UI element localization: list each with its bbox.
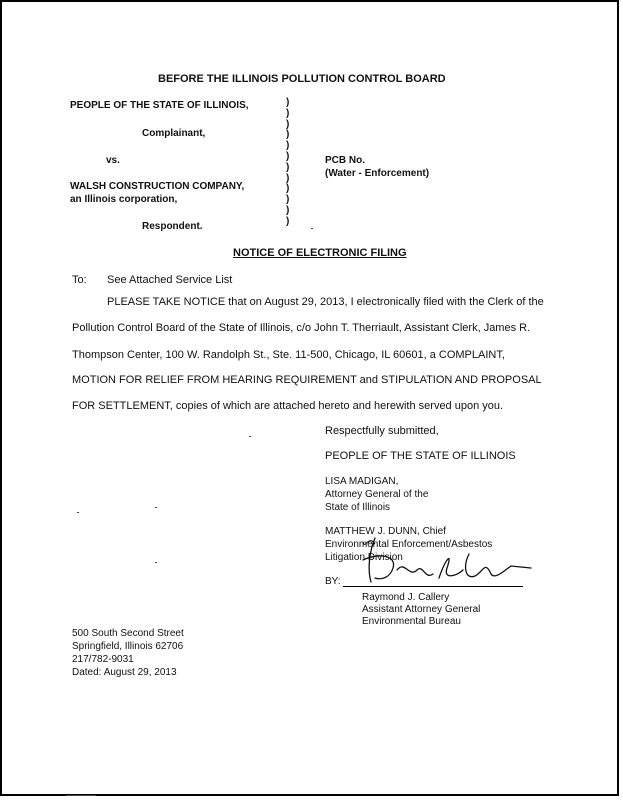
handwritten-signature [335, 530, 535, 590]
notice-body-line: FOR SETTLEMENT, copies of which are attached hereto and herewith served upon you. [72, 400, 504, 412]
caption-plaintiff: PEOPLE OF THE STATE OF ILLINOIS, [70, 100, 249, 111]
scan-speck [311, 228, 313, 229]
signatory-party: PEOPLE OF THE STATE OF ILLINOIS [325, 450, 516, 462]
notice-body-line: PLEASE TAKE NOTICE that on August 29, 2013, I electronically filed with the Clerk of the [107, 296, 544, 308]
board-heading: BEFORE THE ILLINOIS POLLUTION CONTROL BOARD [158, 73, 446, 85]
division-name: Environmental Enforcement/Asbestos [325, 539, 493, 550]
scan-speck [77, 512, 79, 513]
caption-defendant-description: an Illinois corporation, [70, 194, 178, 205]
caption-versus: vs. [106, 155, 120, 166]
signer-title: Assistant Attorney General [362, 604, 481, 615]
notice-title: NOTICE OF ELECTRONIC FILING [233, 247, 407, 259]
scan-speck [66, 795, 96, 796]
division-name-cont: Litigation Division [325, 552, 403, 563]
caption-defendant-role: Respondent. [142, 221, 203, 232]
to-label: To: [72, 274, 87, 286]
attorney-general-state: State of Illinois [325, 502, 391, 513]
notice-body-line: Pollution Control Board of the State of Illinois, c/o John T. Therriault, Assistant Clerk, James R. [72, 322, 531, 334]
division-chief: MATTHEW J. DUNN, Chief [325, 526, 446, 537]
address-phone: 217/782-9031 [72, 654, 134, 665]
filing-date: Dated: August 29, 2013 [72, 667, 177, 678]
caption-brackets: ) ) ) ) ) ) ) ) ) ) ) ) [286, 97, 290, 227]
notice-body-line: MOTION FOR RELIEF FROM HEARING REQUIREMENT and STIPULATION AND PROPOSAL [72, 374, 542, 386]
scan-speck [155, 507, 157, 508]
closing: Respectfully submitted, [325, 425, 439, 437]
notice-body-line: Thompson Center, 100 W. Randolph St., Ste. 11-500, Chicago, IL 60601, a COMPLAINT, [72, 349, 505, 361]
caption-plaintiff-role: Complainant, [142, 128, 206, 139]
case-number: PCB No. [325, 155, 365, 166]
scan-speck [249, 436, 251, 437]
address-city: Springfield, Illinois 62706 [72, 641, 184, 652]
by-label: BY: [325, 576, 341, 587]
address-street: 500 South Second Street [72, 628, 184, 639]
caption-defendant: WALSH CONSTRUCTION COMPANY, [70, 181, 245, 192]
signer-bureau: Environmental Bureau [362, 616, 461, 627]
attorney-general-title: Attorney General of the [325, 489, 429, 500]
scan-speck [155, 562, 157, 563]
signer-name: Raymond J. Callery [362, 592, 450, 603]
case-type: (Water - Enforcement) [325, 168, 430, 179]
to-recipients: See Attached Service List [107, 274, 233, 286]
attorney-general-name: LISA MADIGAN, [325, 476, 399, 487]
